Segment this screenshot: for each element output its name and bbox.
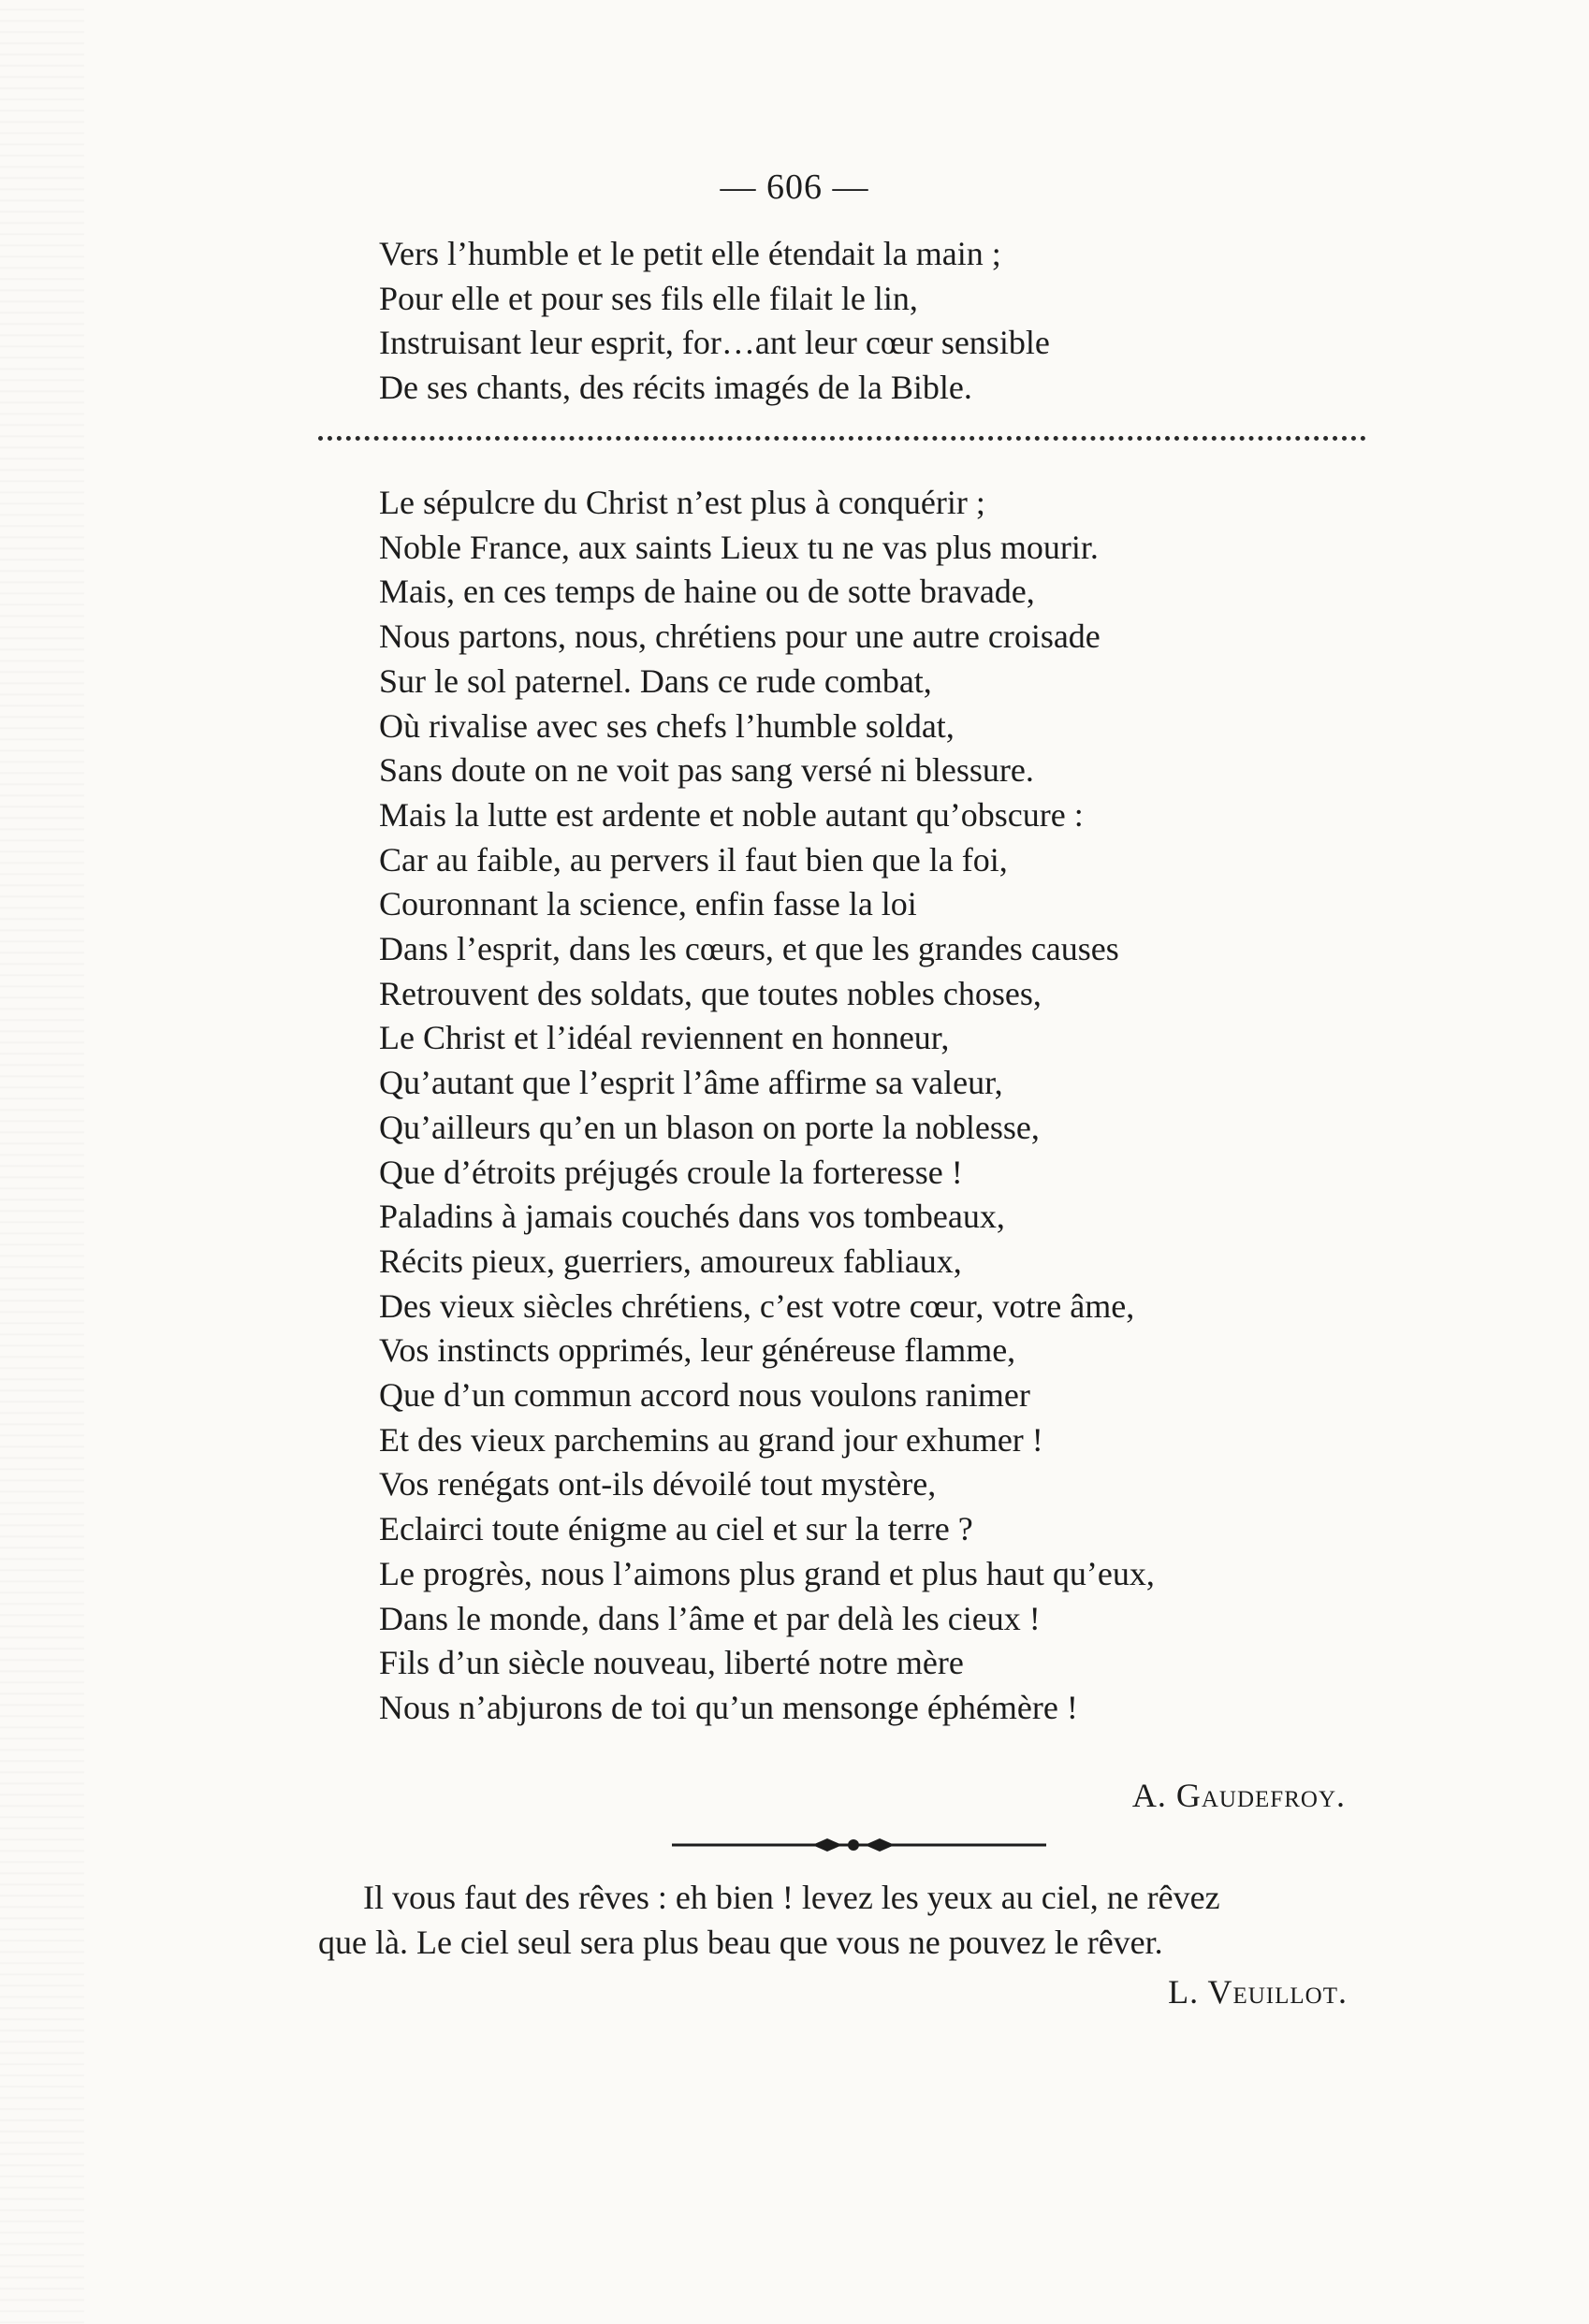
quote-line: que là. Le ciel seul sera plus beau que vous ne pouvez le rêver. [318,1924,1163,1961]
scan-edge-noise [0,0,84,2324]
poem-line: Et des vieux parchemins au grand jour exhumer ! [379,1420,1043,1459]
dotted-separator [318,436,1366,441]
poem-line: Vos instincts opprimés, leur généreuse flamme, [379,1331,1016,1370]
poem-line: Mais, en ces temps de haine ou de sotte bravade, [379,573,1035,611]
poem-line: Paladins à jamais couchés dans vos tombeaux, [379,1198,1005,1236]
poem-line: Couronnant la science, enfin fasse la loi [379,885,917,923]
poem-line: Récits pieux, guerriers, amoureux fabliaux, [379,1242,962,1280]
poem-line: Car au faible, au pervers il faut bien que la foi, [379,840,1008,879]
poem-line: Le progrès, nous l’aimons plus grand et plus haut qu’eux, [379,1554,1155,1592]
poem-line: Nous n’abjurons de toi qu’un mensonge éphémère ! [379,1688,1078,1726]
poem-stanza-2 [379,481,1408,1731]
poem-line: Mais la lutte est ardente et noble autant qu’obscure : [379,795,1084,834]
page-number: — 606 — [720,167,869,207]
poem-line: Le Christ et l’idéal reviennent en honneur, [379,1019,950,1057]
poem-line: Le sépulcre du Christ n’est plus à conquérir ; [379,484,985,521]
poem-line: Vos renégats ont-ils dévoilé tout mystère, [379,1465,937,1503]
quote-line: Il vous faut des rêves : eh bien ! levez les yeux au ciel, ne rêvez [363,1879,1220,1916]
poem-stanza-1 [379,232,1408,411]
poem-line: Eclairci toute énigme au ciel et sur la terre ? [379,1510,973,1548]
poem-line: Nous partons, nous, chrétiens pour une autre croisade [379,617,1101,656]
poem-line: Noble France, aux saints Lieux tu ne vas plus mourir. [379,528,1099,566]
poem-line: Dans l’esprit, dans les cœurs, et que les grandes causes [379,930,1119,968]
poem-line: Que d’un commun accord nous voulons ranimer [379,1376,1030,1415]
poem-line: Où rivalise avec ses chefs l’humble soldat, [379,706,955,745]
poem-signature: A. Gaudefroy. [1131,1777,1346,1814]
poem-line: Pour elle et pour ses fils elle filait le lin, [379,279,918,317]
poem-line: Qu’ailleurs qu’en un blason on porte la noblesse, [379,1108,1040,1146]
poem-line: De ses chants, des récits imagés de la Bible. [379,369,972,407]
poem-line: Sur le sol paternel. Dans ce rude combat, [379,661,932,700]
poem-line: Dans le monde, dans l’âme et par delà les cieux ! [379,1599,1041,1637]
poem-line: Qu’autant que l’esprit l’âme affirme sa valeur, [379,1064,1003,1102]
poem-line: Retrouvent des soldats, que toutes nobles choses, [379,974,1042,1012]
poem-line: Que d’étroits préjugés croule la forteresse ! [379,1153,963,1191]
poem-line: Fils d’un siècle nouveau, liberté notre mère [379,1644,964,1682]
poem-line: Instruisant leur esprit, for…ant leur cœur sensible [379,324,1050,362]
poem-line: Vers l’humble et le petit elle étendait la main ; [379,235,1001,272]
ornamental-divider [672,1834,1046,1856]
poem-line: Sans doute on ne voit pas sang versé ni blessure. [379,751,1034,790]
closing-quote [318,1875,1376,1965]
poem-line: Des vieux siècles chrétiens, c’est votre cœur, votre âme, [379,1286,1135,1325]
quote-signature: L. Veuillot. [1168,1973,1348,2011]
